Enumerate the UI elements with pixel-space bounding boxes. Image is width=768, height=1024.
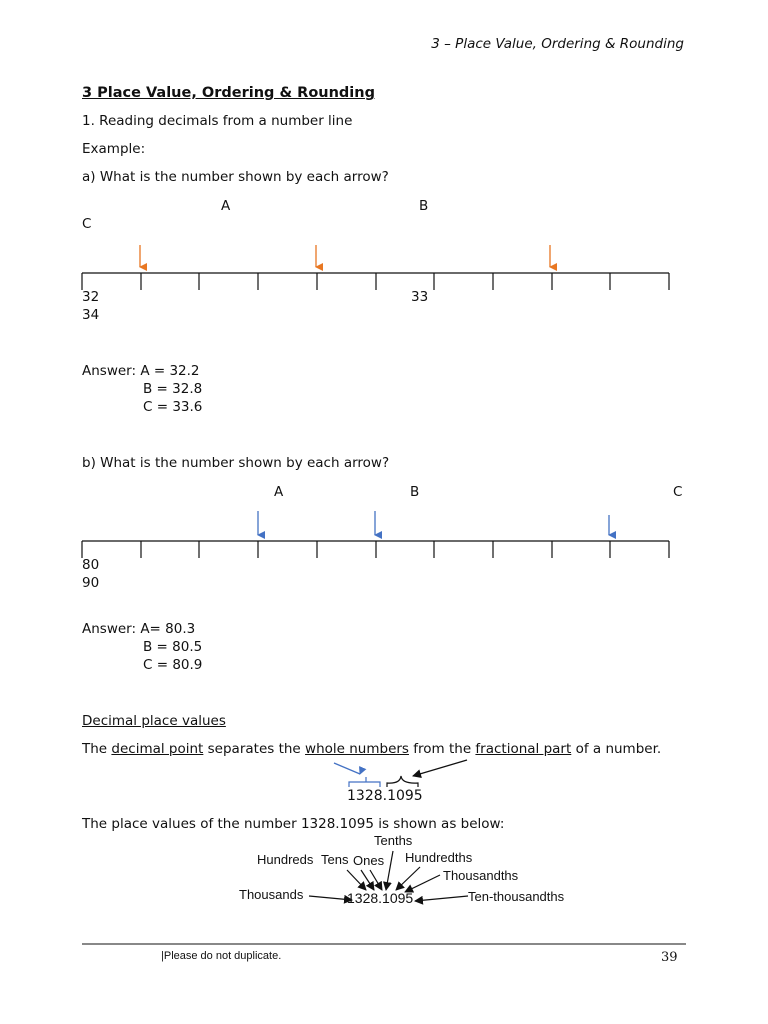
arrow-fractional-part: [413, 760, 467, 776]
numberline-b: [82, 541, 669, 558]
numberline-a: [82, 273, 669, 290]
answer-a-line-1: Answer: A = 32.2: [82, 363, 200, 379]
page-title: 3 Place Value, Ordering & Rounding: [82, 85, 375, 101]
decimal-place-values-heading: Decimal place values: [82, 713, 226, 729]
answer-b-line-2: B = 80.5: [143, 639, 203, 655]
term-decimal-point: decimal point: [111, 741, 204, 757]
brace-fractional-part: [387, 776, 418, 787]
label-hundredths: Hundredths: [405, 850, 473, 865]
footer-note: |Please do not duplicate.: [161, 950, 282, 962]
numberline-b-start-label: 80: [82, 557, 100, 573]
sentence-part-4: of a number.: [571, 741, 662, 757]
diagram-number: 1328.1095: [347, 890, 414, 906]
sentence-part-1: The: [82, 741, 112, 757]
section-heading: 1. Reading decimals from a number line: [82, 113, 353, 129]
sentence-part-2: separates the: [203, 741, 306, 757]
label-thousands: Thousands: [239, 887, 304, 902]
question-a: a) What is the number shown by each arrow?: [82, 169, 389, 185]
label-a-part-b: A: [274, 484, 284, 500]
arrow-ten-thousandths: [415, 896, 468, 901]
numberline-b-end-label: 90: [82, 575, 100, 591]
example-label: Example:: [82, 141, 146, 157]
numberline-a-mid-label: 33: [411, 289, 429, 305]
arrow-decimal-point: [334, 763, 360, 774]
label-a-part-a: A: [221, 198, 231, 214]
answer-a-line-2: B = 32.8: [143, 381, 203, 397]
place-values-sentence: The place values of the number 1328.1095 is shown as below:: [82, 816, 505, 832]
answer-b-line-1: Answer: A= 80.3: [82, 621, 196, 637]
arrow-thousandths: [405, 875, 440, 892]
arrow-tenths: [386, 851, 393, 890]
label-b-part-a: B: [419, 198, 429, 214]
term-whole-numbers: whole numbers: [305, 741, 409, 757]
label-ones: Ones: [353, 853, 385, 868]
running-header: 3 – Place Value, Ordering & Rounding: [431, 36, 684, 52]
label-tenths: Tenths: [374, 833, 413, 848]
label-c-part-b: C: [673, 484, 683, 500]
label-c-part-a: C: [82, 216, 92, 232]
label-tens: Tens: [321, 852, 349, 867]
numberline-a-end-label: 34: [82, 307, 100, 323]
answer-b-line-3: C = 80.9: [143, 657, 203, 673]
label-hundreds: Hundreds: [257, 852, 314, 867]
answer-a-line-3: C = 33.6: [143, 399, 203, 415]
term-fractional-part: fractional part: [475, 741, 572, 757]
label-thousandths: Thousandths: [443, 868, 519, 883]
brace-whole-numbers: [349, 777, 380, 787]
question-b: b) What is the number shown by each arrow?: [82, 455, 390, 471]
example-number: 1328.1095: [347, 788, 423, 804]
page-number: 39: [661, 950, 678, 965]
numberline-a-start-label: 32: [82, 289, 100, 305]
sentence-part-3: from the: [408, 741, 476, 757]
label-b-part-b: B: [410, 484, 420, 500]
label-ten-thousandths: Ten-thousandths: [468, 889, 565, 904]
arrow-thousands: [309, 896, 352, 900]
